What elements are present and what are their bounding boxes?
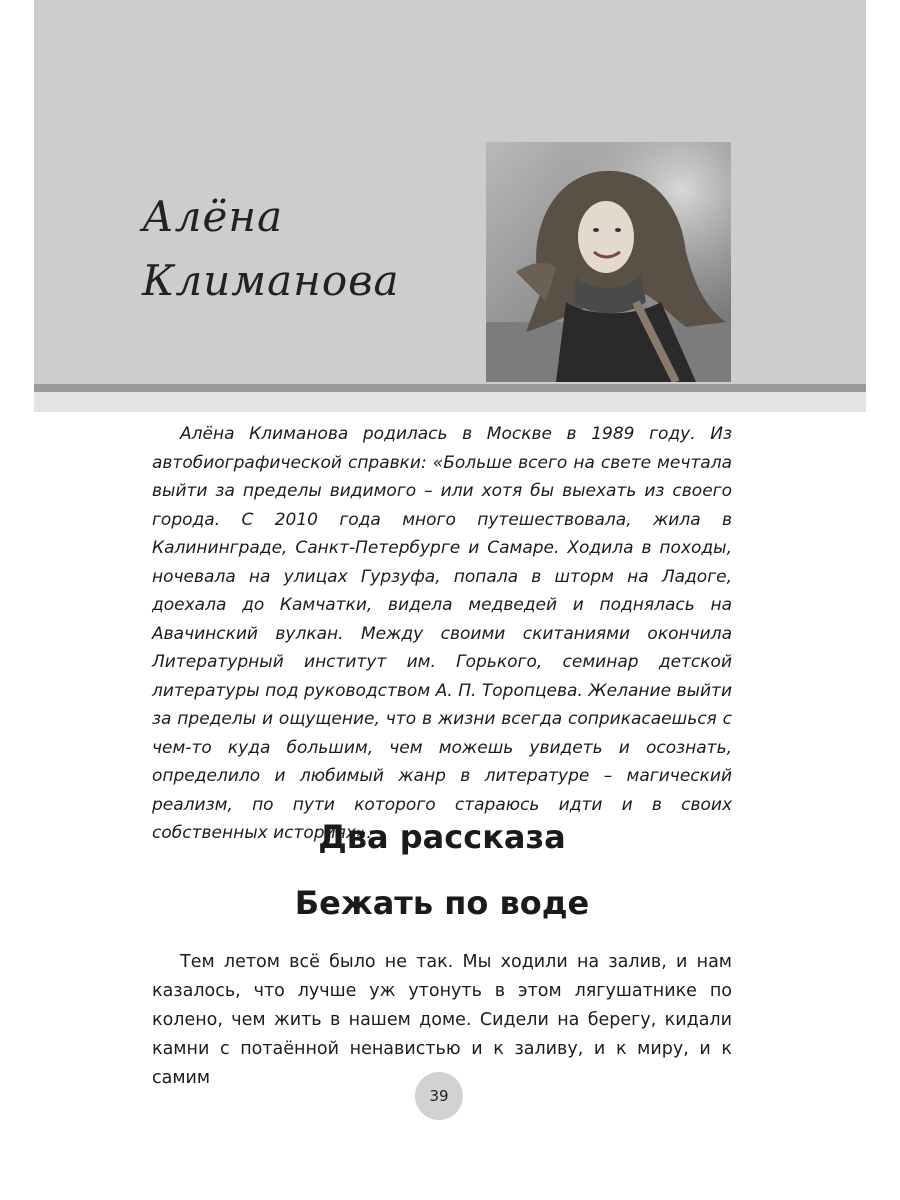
- page-number: 39: [429, 1087, 449, 1105]
- header-rule: [34, 384, 866, 392]
- author-last-name: Климанова: [142, 256, 400, 305]
- portrait-image: [486, 142, 731, 382]
- author-bio: Алёна Климанова родилась в Москве в 1989 году. Из автобиографической справки: «Больше всего на свете мечтала выйти за пределы видимого – или хотя бы выехать из своего города. С 2010 года много путешествовала, жила в Калининграде, Санкт-Петербурге и Самаре. Ходила в походы, ночевала на улицах Гурзуфа, попала в шторм на Ладоге, доехала до Камчатки, видела медведей и поднялась на Авачинский вулкан. Между своими скитаниями окончила Литературный институт им. Горького, семинар детской литературы под руководством А. П. Торопцева. Желание выйти за пределы и ощущение, что в жизни всегда соприкасаешься с чем-то куда большим, чем можешь увидеть и осознать, определило и любимый жанр в литературе – магический реализм, по пути которого стараюсь идти и в своих собственных историях».: [152, 424, 732, 843]
- story-text: Тем летом всё было не так. Мы ходили на залив, и нам казалось, что лучше уж утонуть в этом лягушатнике по колено, чем жить в нашем доме. Сидели на берегу, кидали камни с потаённой ненавистью и к заливу, и к миру, и к самим: [152, 952, 732, 1088]
- header-under-strip: [34, 392, 866, 412]
- page-number-badge: [415, 1072, 463, 1120]
- author-portrait: [486, 142, 731, 382]
- collection-heading: Два рассказа: [318, 818, 566, 856]
- author-name: [142, 185, 462, 313]
- author-first-name: Алёна: [142, 192, 284, 241]
- story-title: Бежать по воде: [294, 884, 590, 922]
